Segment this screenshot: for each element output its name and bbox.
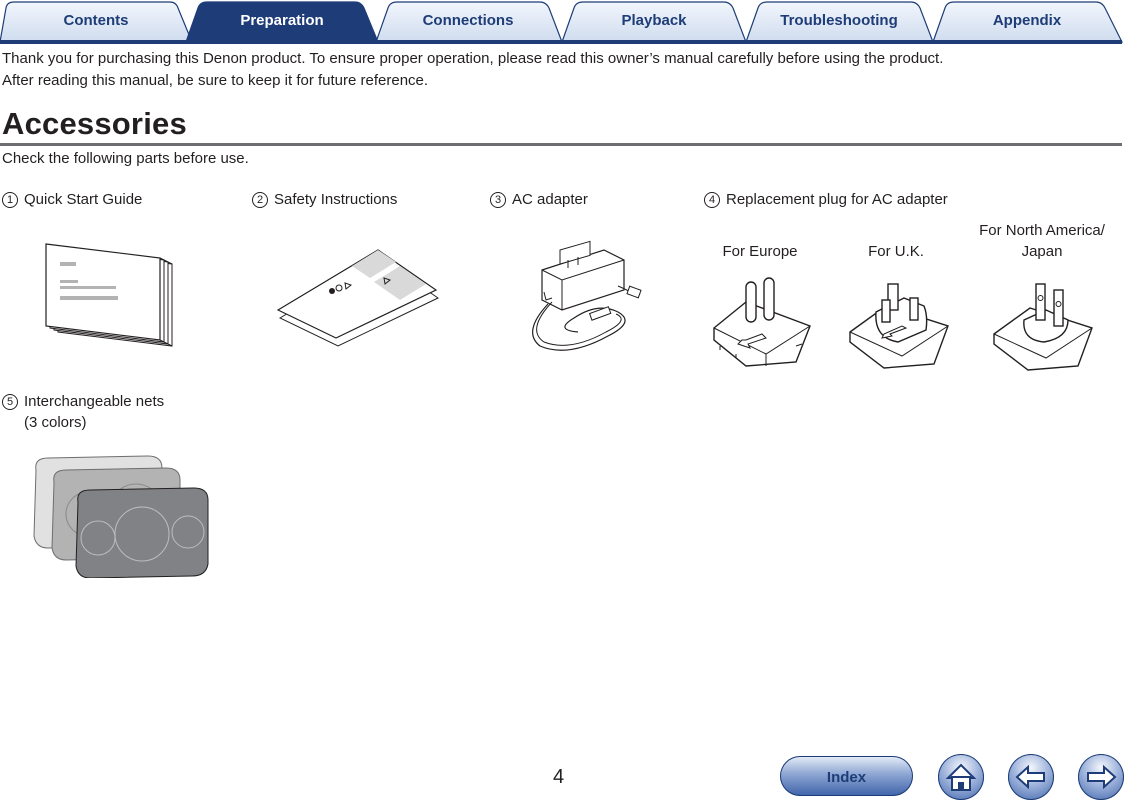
- item-number-3: 3: [490, 192, 506, 208]
- back-arrow-icon: [1008, 754, 1054, 800]
- tab-connections-label: Connections: [422, 12, 514, 29]
- plug-uk-label: For U.K.: [868, 243, 924, 260]
- home-button[interactable]: [938, 754, 984, 800]
- item-number-5: 5: [2, 394, 18, 410]
- page-number: 4: [553, 766, 565, 788]
- intro-line-2: After reading this manual, be sure to keep it for future reference.: [2, 72, 429, 89]
- tab-troubleshooting-label: Troubleshooting: [780, 12, 898, 29]
- accessory-2-label: [252, 189, 397, 210]
- item-number-1: 1: [2, 192, 18, 208]
- plug-north-america-illustration: [990, 280, 1096, 372]
- accessory-5-text-2: (3 colors): [24, 414, 87, 431]
- section-instruction: Check the following parts before use.: [2, 150, 249, 167]
- plug-uk-illustration: [844, 276, 954, 372]
- intro-text: [2, 48, 943, 92]
- forward-arrow-icon: [1078, 754, 1124, 800]
- accessory-4-label: [704, 189, 948, 210]
- forward-button[interactable]: [1078, 754, 1124, 800]
- plug-europe-label: For Europe: [722, 243, 798, 260]
- accessory-4-text: Replacement plug for AC adapter: [726, 191, 948, 208]
- accessory-1-label: [2, 189, 142, 210]
- tab-preparation-label: Preparation: [240, 12, 324, 29]
- tab-appendix-label: Appendix: [992, 12, 1062, 29]
- back-button[interactable]: [1008, 754, 1054, 800]
- accessory-3-label: [490, 189, 588, 210]
- home-icon: [938, 754, 984, 800]
- section-title: Accessories: [2, 106, 187, 141]
- tab-contents-label: Contents: [63, 12, 129, 29]
- section-rule: [0, 143, 1122, 146]
- accessory-5-label: [2, 391, 164, 433]
- plug-europe-illustration: [706, 268, 818, 372]
- tab-bar: [0, 0, 1128, 46]
- plug-na-label: [962, 220, 1122, 262]
- plug-na-label-line2: Japan: [1021, 243, 1063, 260]
- accessory-1-text: Quick Start Guide: [24, 191, 143, 208]
- item-number-4: 4: [704, 192, 720, 208]
- interchangeable-nets-illustration: [28, 450, 216, 578]
- intro-line-1: Thank you for purchasing this Denon product. To ensure proper operation, please read this owner’s manual carefully before using the product.: [2, 50, 944, 67]
- accessory-2-text: Safety Instructions: [274, 191, 398, 208]
- index-button-label: Index: [826, 769, 867, 786]
- ac-adapter-illustration: [518, 240, 650, 356]
- index-button[interactable]: [780, 756, 913, 796]
- accessory-5-text: Interchangeable nets: [24, 393, 165, 410]
- accessory-3-text: AC adapter: [512, 191, 588, 208]
- plug-na-label-line1: For North America/: [979, 222, 1105, 239]
- item-number-2: 2: [252, 192, 268, 208]
- safety-instructions-illustration: [276, 248, 442, 350]
- quick-start-guide-illustration: [44, 242, 184, 354]
- tab-playback-label: Playback: [621, 12, 687, 29]
